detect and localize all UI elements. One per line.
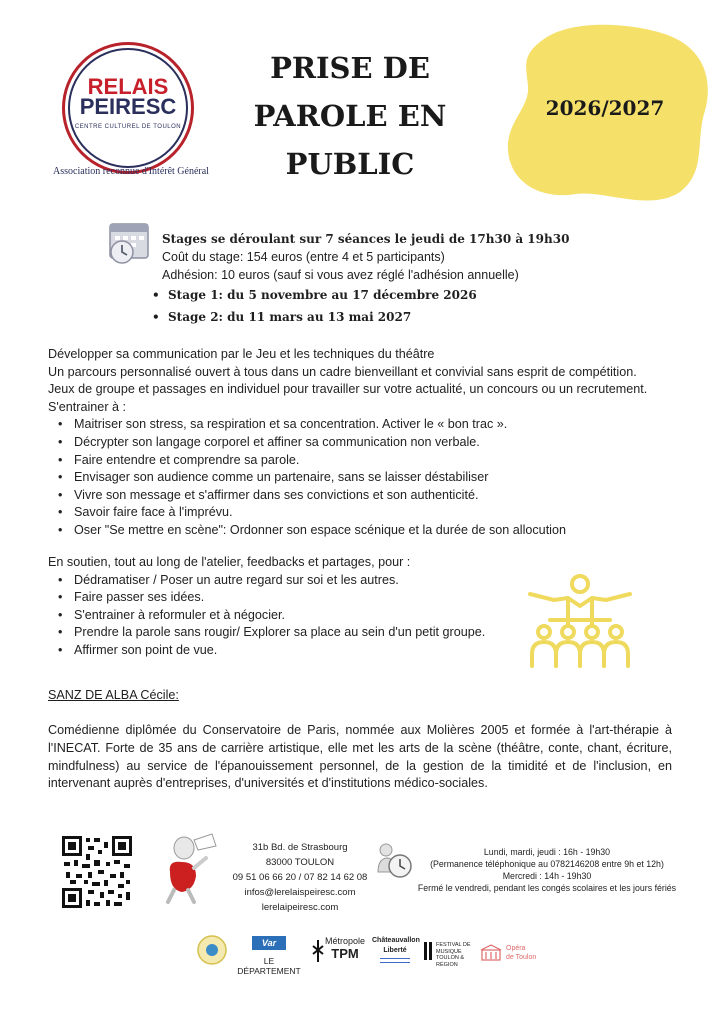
partner-logo-round-icon [196, 934, 228, 966]
calendar-clock-icon [106, 218, 154, 264]
partner-opera-toulon [480, 936, 544, 970]
hours-weekdays: Lundi, mardi, jeudi : 16h - 19h30 [483, 847, 611, 857]
mail-carrier-mascot-icon [160, 832, 222, 906]
training-item: • Savoir faire face à l'imprévu. [48, 504, 698, 522]
metropole-label: Métropole [324, 936, 366, 946]
opera-city-label: de Toulon [506, 954, 537, 961]
logo-relais: RELAIS [87, 74, 169, 99]
chateauvallon-label: Châteauvallon [372, 937, 420, 944]
opening-hours [416, 846, 678, 894]
support-section [48, 554, 518, 660]
support-item: • Faire passer ses idées. [48, 589, 518, 607]
festival-label: FESTIVAL DE MUSIQUE TOULON & RÉGION [436, 942, 471, 968]
intro-line: Un parcours personnalisé ouvert à tous dans un cadre bienveillant et convivial sans esprit de compétition. [48, 364, 637, 379]
training-item: • Vivre son message et s'affirmer dans ses convictions et son authenticité. [48, 487, 698, 505]
festival-bars-icon [424, 942, 427, 960]
partner-departement-var [234, 936, 304, 976]
address-line-2: 83000 TOULON [265, 857, 335, 868]
departement-label: LE DÉPARTEMENT [237, 956, 301, 976]
stage-item: • Stage 2: du 11 mars au 13 mai 2027 [168, 306, 477, 328]
training-item: • Oser "Se mettre en scène": Ordonner son espace scénique et la durée de son allocution [48, 522, 698, 540]
liberte-label: Liberté [383, 947, 407, 954]
support-item: • Affirmer son point de vue. [48, 642, 518, 660]
intro-section [48, 346, 698, 540]
support-item: • Prendre la parole sans rougir/ Explorer sa place au sein d'un petit groupe. [48, 624, 518, 642]
opera-label: Opéra [506, 945, 526, 952]
qr-code-icon[interactable] [60, 834, 134, 910]
intro-line: Jeux de groupe et passages en individuel pour travailler sur votre actualité, un concours ou un recrutement. [48, 382, 648, 397]
opera-building-icon [480, 944, 502, 962]
training-item: • Envisager son audience comme un partenaire, sans se laisser déstabiliser [48, 469, 698, 487]
contact-block [228, 840, 372, 915]
school-year: 2026/2027 [545, 96, 665, 120]
support-intro: En soutien, tout au long de l'atelier, feedbacks et partages, pour : [48, 555, 411, 569]
hours-phone: (Permanence téléphonique au 0782146208 entre 9h et 12h) [430, 859, 664, 869]
star-person-icon [312, 938, 324, 964]
logo-peiresc: PEIRESC [79, 94, 177, 119]
cost-text: Coût du stage: 154 euros (entre 4 et 5 participants) [162, 250, 445, 264]
hours-closed: Fermé le vendredi, pendant les congés scolaires et les jours fériés [417, 883, 677, 893]
wave-mark [380, 958, 410, 963]
page-title [240, 44, 460, 188]
training-item: • Décrypter son langage corporel et affiner sa communication non verbale. [48, 434, 698, 452]
membership-text: Adhésion: 10 euros (sauf si vous avez réglé l'adhésion annuelle) [162, 268, 519, 282]
public-speaker-icon [524, 570, 636, 670]
partner-chateauvallon [372, 936, 418, 970]
instructor-bio: Comédienne diplômée du Conservatoire de Paris, nommée aux Molières 2005 et formée à l'art-thérapie à l'INECAT. Forte de 35 ans de carrière artistique, elle met les arts de la scène (théâtre, conte, chant, écriture, mindfulness) au service de l'épanouissement personnel, de la gestion de la timidité et de l'inclusion, en intervenant auprès d'entreprises, d'universités et d'institutions médico-sociales. [48, 723, 672, 791]
logo-subtitle: CENTRE CULTUREL DE TOULON [74, 124, 182, 130]
hours-wednesday: Mercredi : 14h - 19h30 [502, 871, 592, 881]
tpm-label: TPM [331, 946, 359, 961]
title-line-3: PUBLIC [285, 147, 415, 181]
intro-line: Développer sa communication par le Jeu et les techniques du théâtre [48, 347, 435, 361]
phone-numbers[interactable]: 09 51 06 66 20 / 07 82 14 62 08 [232, 872, 368, 883]
stage-item: • Stage 1: du 5 novembre au 17 décembre 2026 [168, 284, 477, 306]
partner-metropole-tpm [312, 936, 368, 970]
support-item: • Dédramatiser / Poser un autre regard sur soi et les autres. [48, 572, 518, 590]
support-item: • S'entrainer à reformuler et à négocier. [48, 607, 518, 625]
stages-list [168, 284, 477, 328]
var-badge: Var [252, 936, 286, 950]
title-line-1: PRISE DE [270, 51, 430, 85]
email-link[interactable]: infos@lerelaispeiresc.com [244, 887, 356, 898]
website-link[interactable]: lerelaipeiresc.com [261, 902, 339, 913]
address-line-1: 31b Bd. de Strasbourg [252, 842, 348, 853]
schedule-text: Stages se déroulant sur 7 séances le jeudi de 17h30 à 19h30 [162, 232, 570, 246]
title-line-2: PAROLE EN [253, 99, 447, 133]
instructor-name: SANZ DE ALBA Cécile: [48, 688, 179, 702]
training-item: • Faire entendre et comprendre sa parole. [48, 452, 698, 470]
training-item: • Maitriser son stress, sa respiration et sa concentration. Activer le « bon trac ». [48, 416, 698, 434]
info-block [162, 230, 569, 284]
partner-festival [424, 936, 476, 970]
association-label: Association reconnue d'Intérêt Général [53, 166, 209, 177]
clock-person-icon [374, 842, 414, 880]
intro-line: S'entrainer à : [48, 399, 127, 414]
